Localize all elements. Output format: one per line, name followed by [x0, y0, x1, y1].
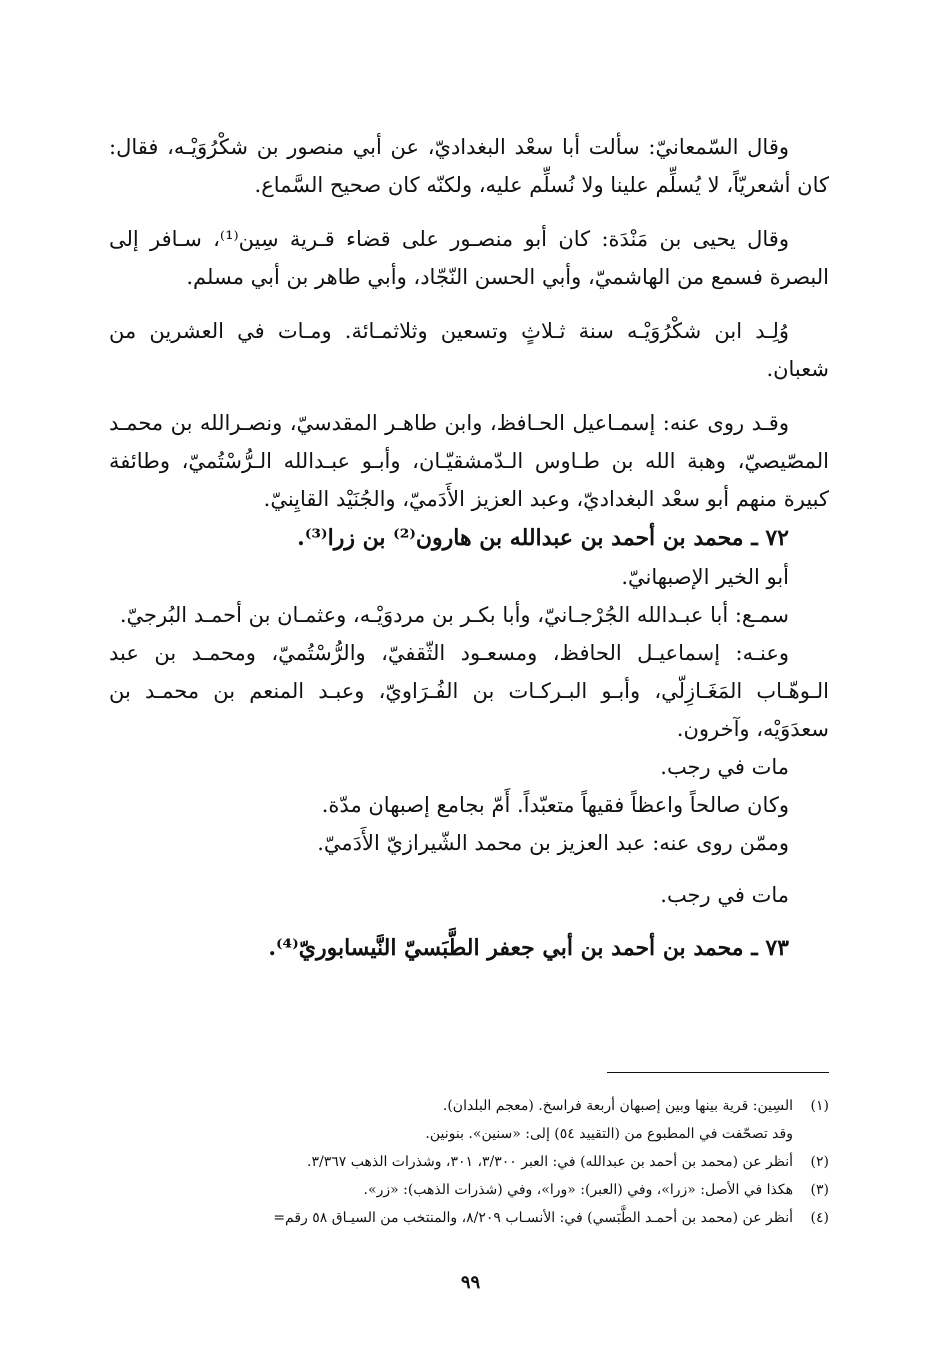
entry-72-kunya: أبو الخير الإصبهانيّ. [621, 565, 789, 589]
death-line-repeat: مات في رجب. [660, 883, 789, 907]
main-text [109, 128, 829, 968]
paragraph-narrators: وقـد روى عنه: إسمـاعيل الحـافظ، وابن طاهـر المقدسيّ، ونصـرالله بن محمـد المصّيصيّ، وهبة الله بن طـاوس الـدّمشقيّـان، وأبـو عبـدالله الـرُّسْتُميّ، وطائفة كبيرة منهم أبو سعْد البغداديّ، وعبد العزيز الأَدَميّ، والجُنَيْد القايِنيّ. [109, 411, 829, 511]
paragraph-yahya: وقال يحيى بن مَنْدَة: كان أبو منصـور على قضاء قـرية سِين⁽¹⁾، سـافر إلى البصرة فسمع من الهاشميّ، وأبي الحسن النّجّاد، وأبي طاهر بن أبي مسلم. [109, 227, 829, 289]
paragraph-birth: وُلِـد ابن شكْرُوَيْـه سنة ثـلاثٍ وتسعين وثلاثمـائة. ومـات في العشرين من شعبان. [109, 319, 829, 381]
footnote-number: (١) [810, 1098, 829, 1114]
footnote-2 [109, 1148, 829, 1176]
footnote-number: (٣) [810, 1182, 829, 1198]
footnotes [109, 1092, 829, 1232]
block-line-2: وممّن روى عنه: عبد العزيز بن محمد الشّيرازيّ الأَدَميّ. [317, 831, 789, 855]
footnote-separator [607, 1072, 829, 1073]
footnote-1 [109, 1092, 829, 1120]
footnote-1-continuation: وقد تصحّفت في المطبوع من (التقييد ٥٤) إلى: «سنين». بنونين. [425, 1126, 793, 1142]
footnote-3 [109, 1176, 829, 1204]
footnote-4 [109, 1204, 829, 1232]
footnote-text: هكذا في الأصل: «زرا»، وفي (العبر): «ورا»، وفي (شذرات الذهب): «زر». [363, 1182, 793, 1198]
footnote-number: (٢) [810, 1154, 829, 1170]
entry-73-heading: ٧٣ ـ محمد بن أحمد بن أبي جعفر الطَّبَسيّ النَّيسابوريّ⁽⁴⁾. [268, 935, 789, 961]
footnote-text: السِين: قرية بينها وبين إصبهان أربعة فراسخ. (معجم البلدان). [442, 1098, 793, 1114]
page-number: ٩٩ [460, 1272, 481, 1293]
entry-72-heading: ٧٢ ـ محمد بن أحمد بن عبدالله بن هارون⁽²⁾ بن زرا⁽³⁾. [297, 525, 789, 551]
block-line-1: وكان صالحاً واعظاً فقيهاً متعبّداً. أَمّ بجامع إصبهان مدّة. [321, 793, 789, 817]
footnote-text: أنظر عن (محمد بن أحمـد الطَّبَسي) في: الأنسـاب ٨/٢٠٩، والمنتخب من السيـاق ٥٨ رقم= [273, 1210, 793, 1226]
entry-72-death: مات في رجب. [660, 755, 789, 779]
footnote-number: (٤) [810, 1210, 829, 1226]
paragraph-samani: وقال السّمعانيّ: سألت أبا سعْد البغداديّ، عن أبي منصور بن شكْرُوَيْـه، فقال: كان أشعريّاً، لا يُسلِّم علينا ولا نُسلِّم عليه، ولكنّه كان صحيح السَّماع. [109, 135, 829, 197]
entry-72-students: وعنـه: إسماعيـل الحافظ، ومسعـود الثّقفيّ، والرُّسْتُميّ، ومحمـد بن عبد الـوهّـاب المَغَـازِلّي، وأبـو البـركـات بن الفُـرَاويّ، وعبـد المنعم بن محمـد بن سعدَوَيْه، وآخرون. [109, 641, 829, 741]
footnote-text: أنظر عن (محمد بن أحمد بن عبدالله) في: العبر ٣/٣٠٠، ٣٠١، وشذرات الذهب ٣/٣٦٧. [307, 1154, 793, 1170]
entry-72-heard: سمـع: أبا عبـدالله الجُرْجـانيّ، وأبا بكـر بن مردوَيْـه، وعثمـان بن أحمـد البُرجيّ. [119, 603, 789, 627]
